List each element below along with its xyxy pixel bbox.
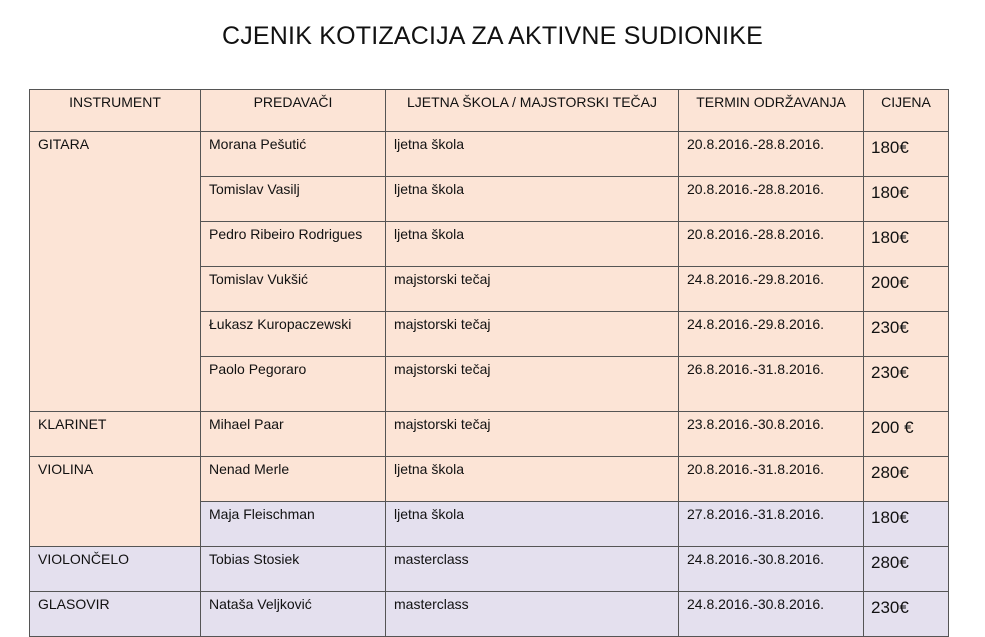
lecturer-cell: Maja Fleischman — [201, 502, 386, 547]
instrument-cell: GITARA — [30, 132, 201, 412]
type-cell: masterclass — [386, 592, 679, 637]
term-cell: 24.8.2016.-30.8.2016. — [679, 547, 864, 592]
type-cell: majstorski tečaj — [386, 357, 679, 412]
lecturer-cell: Tobias Stosiek — [201, 547, 386, 592]
price-cell: 230€ — [864, 312, 949, 357]
header-lecturers: PREDAVAČI — [201, 90, 386, 132]
lecturer-cell: Nenad Merle — [201, 457, 386, 502]
price-cell: 230€ — [864, 592, 949, 637]
type-cell: ljetna škola — [386, 457, 679, 502]
table-row — [30, 132, 949, 177]
term-cell: 24.8.2016.-30.8.2016. — [679, 592, 864, 637]
term-cell: 20.8.2016.-28.8.2016. — [679, 222, 864, 267]
type-cell: masterclass — [386, 547, 679, 592]
lecturer-cell: Nataša Veljković — [201, 592, 386, 637]
instrument-cell: KLARINET — [30, 412, 201, 457]
header-type: LJETNA ŠKOLA / MAJSTORSKI TEČAJ — [386, 90, 679, 132]
page-title: CJENIK KOTIZACIJA ZA AKTIVNE SUDIONIKE — [221, 22, 764, 50]
table-row — [30, 547, 949, 592]
price-cell: 230€ — [864, 357, 949, 412]
price-cell: 280€ — [864, 547, 949, 592]
term-cell: 20.8.2016.-28.8.2016. — [679, 132, 864, 177]
lecturer-cell: Paolo Pegoraro — [201, 357, 386, 412]
lecturer-cell: Mihael Paar — [201, 412, 386, 457]
type-cell: ljetna škola — [386, 502, 679, 547]
term-cell: 27.8.2016.-31.8.2016. — [679, 502, 864, 547]
table-row — [30, 592, 949, 637]
term-cell: 24.8.2016.-29.8.2016. — [679, 267, 864, 312]
price-table — [29, 89, 949, 637]
lecturer-cell: Łukasz Kuropaczewski — [201, 312, 386, 357]
table-header-row — [30, 90, 949, 132]
lecturer-cell: Pedro Ribeiro Rodrigues — [201, 222, 386, 267]
term-cell: 23.8.2016.-30.8.2016. — [679, 412, 864, 457]
price-cell: 180€ — [864, 502, 949, 547]
price-cell: 180€ — [864, 222, 949, 267]
header-instrument: INSTRUMENT — [30, 90, 201, 132]
term-cell: 20.8.2016.-28.8.2016. — [679, 177, 864, 222]
header-price: CIJENA — [864, 90, 949, 132]
table-row — [30, 412, 949, 457]
price-cell: 180€ — [864, 177, 949, 222]
price-cell: 200 € — [864, 412, 949, 457]
table-row — [30, 457, 949, 502]
term-cell: 26.8.2016.-31.8.2016. — [679, 357, 864, 412]
price-cell: 180€ — [864, 132, 949, 177]
type-cell: majstorski tečaj — [386, 267, 679, 312]
type-cell: ljetna škola — [386, 177, 679, 222]
type-cell: ljetna škola — [386, 132, 679, 177]
instrument-cell: VIOLINA — [30, 457, 201, 547]
instrument-cell: VIOLONČELO — [30, 547, 201, 592]
price-cell: 280€ — [864, 457, 949, 502]
term-cell: 24.8.2016.-29.8.2016. — [679, 312, 864, 357]
header-term: TERMIN ODRŽAVANJA — [679, 90, 864, 132]
lecturer-cell: Tomislav Vasilj — [201, 177, 386, 222]
type-cell: majstorski tečaj — [386, 312, 679, 357]
type-cell: majstorski tečaj — [386, 412, 679, 457]
lecturer-cell: Tomislav Vukšić — [201, 267, 386, 312]
lecturer-cell: Morana Pešutić — [201, 132, 386, 177]
type-cell: ljetna škola — [386, 222, 679, 267]
price-cell: 200€ — [864, 267, 949, 312]
term-cell: 20.8.2016.-31.8.2016. — [679, 457, 864, 502]
instrument-cell: GLASOVIR — [30, 592, 201, 637]
